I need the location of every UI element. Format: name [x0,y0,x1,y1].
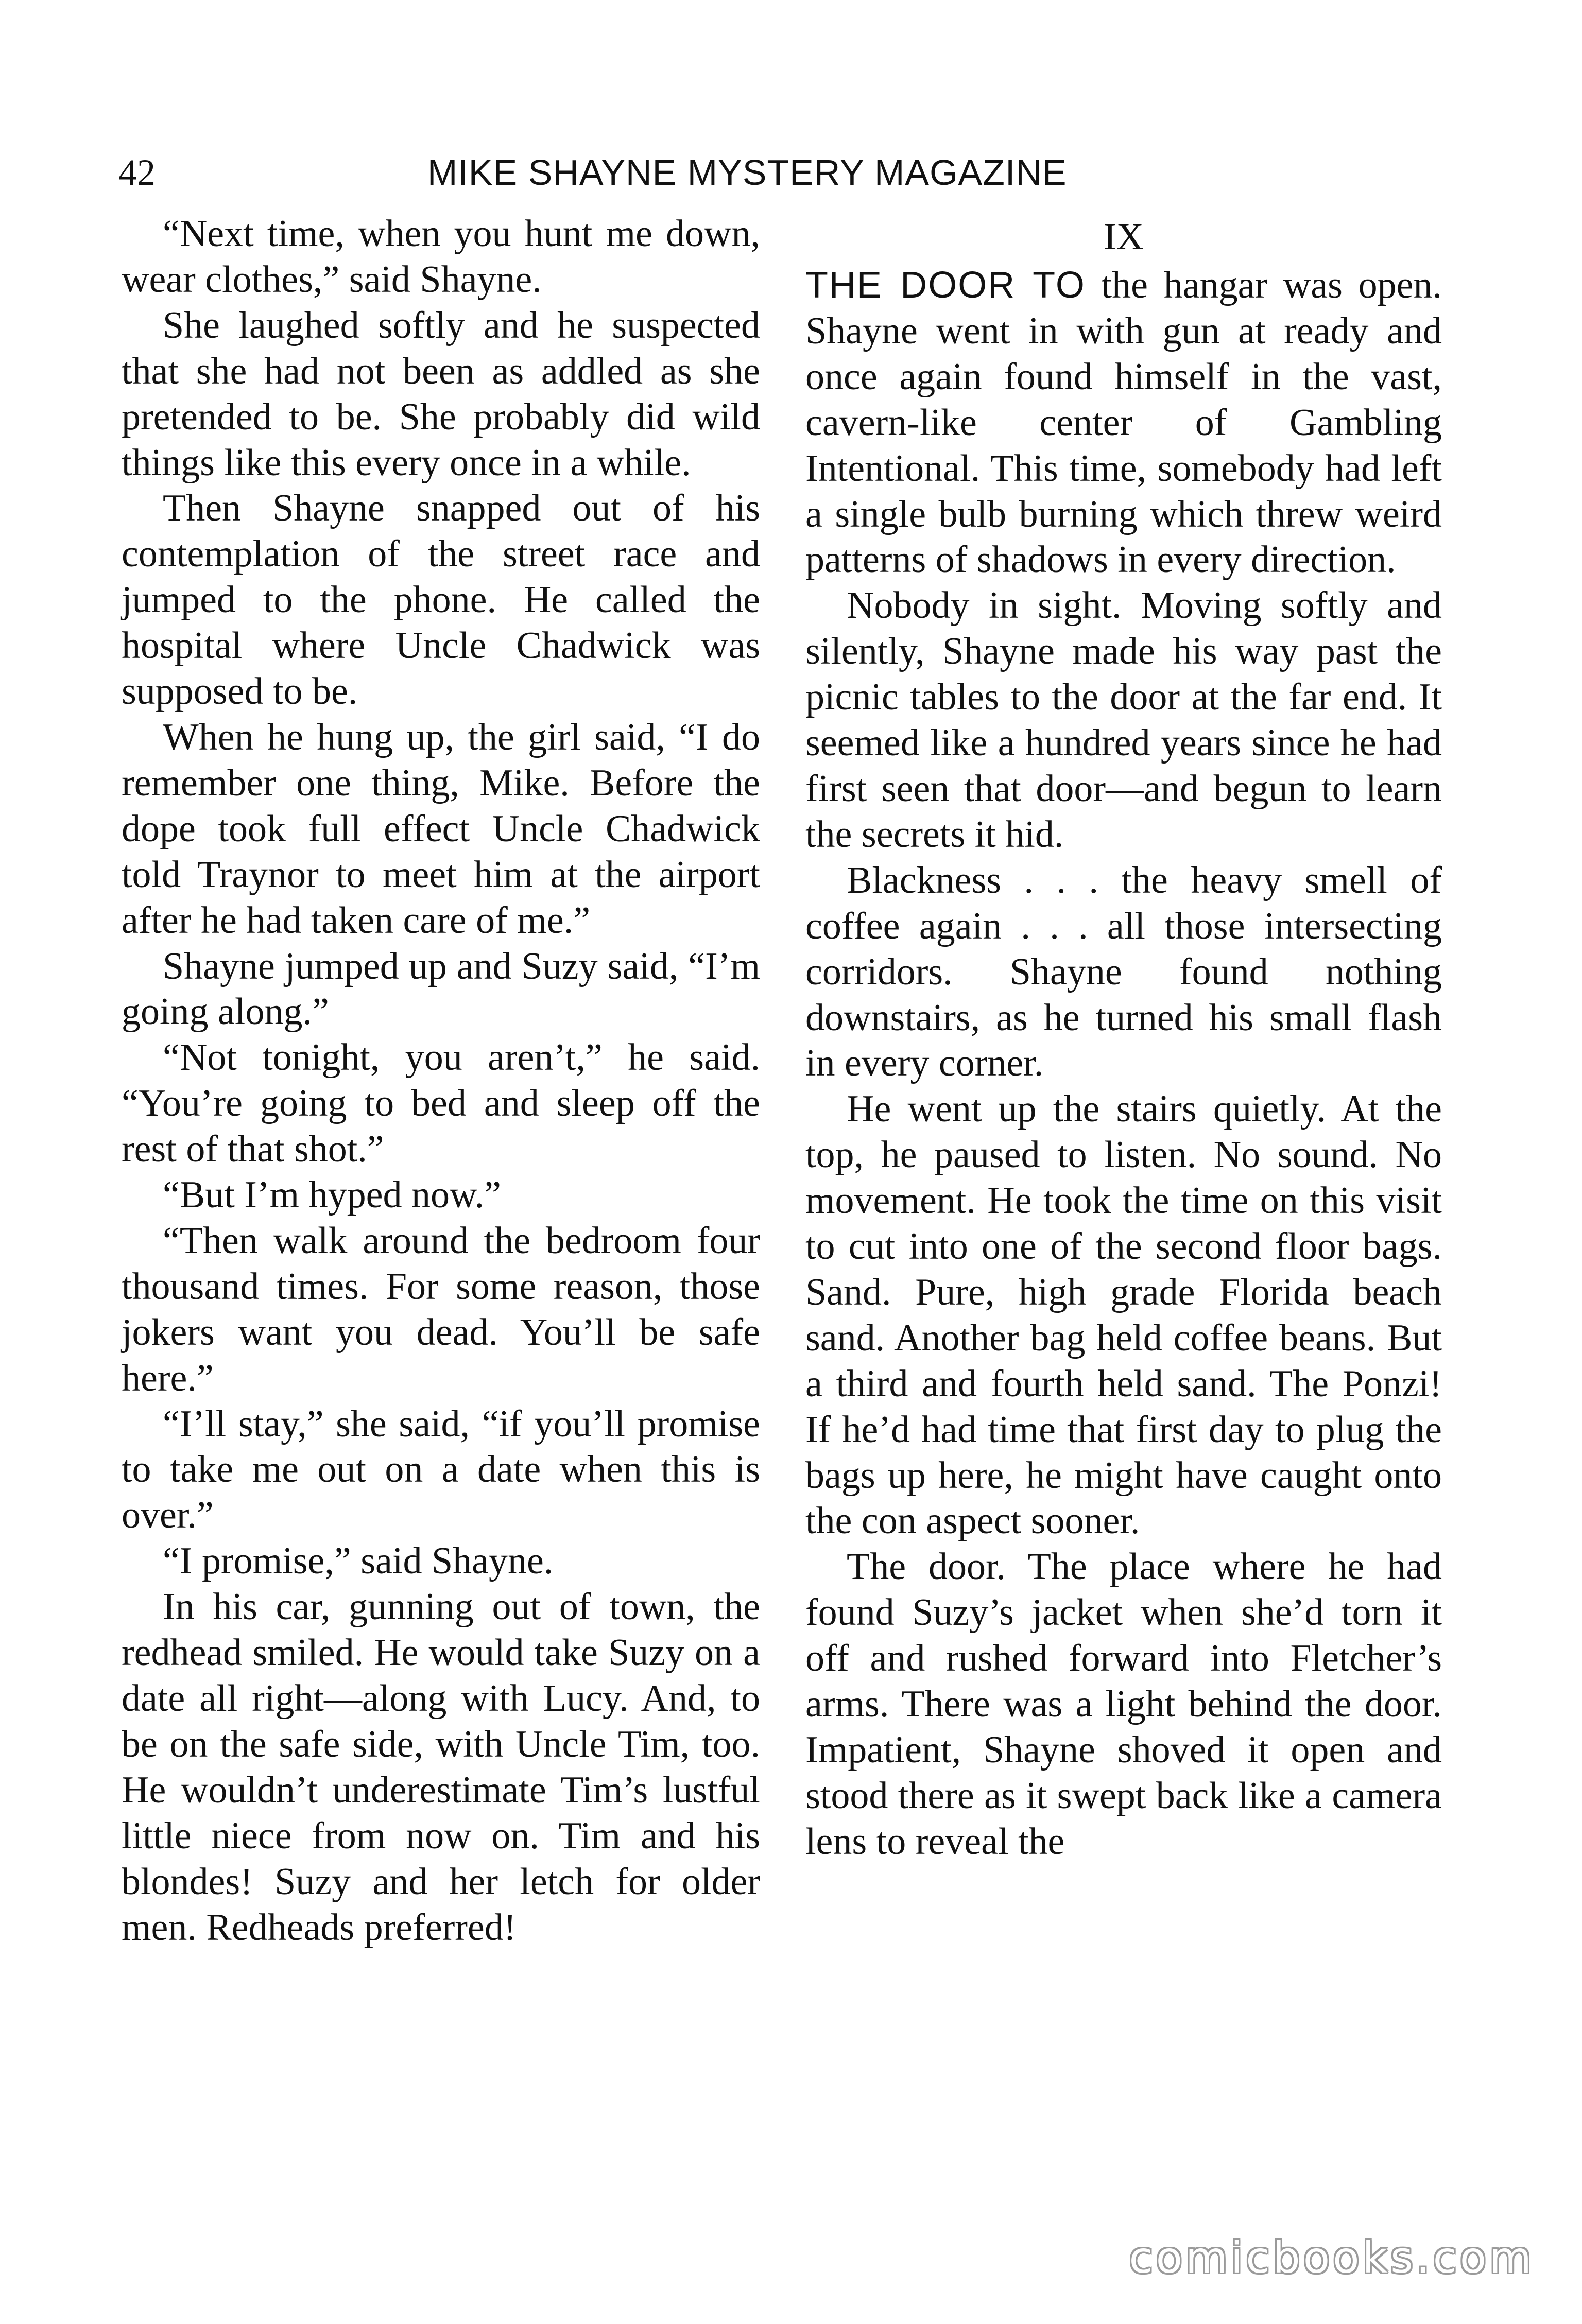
paragraph: When he hung up, the girl said, “I do remember one thing, Mike. Before the dope took full effect Uncle Chadwick told Traynor to meet him at the airport after he had taken care of me.” [122,716,760,942]
left-column [122,211,760,1950]
paragraph: “Not tonight, you aren’t,” he said. “You’re going to bed and sleep off the rest of that shot.” [122,1036,760,1171]
paragraph: Nobody in sight. Moving softly and silently, Shayne made his way past the picnic tables to the door at the far end. It seemed like a hundred years since he had first seen that door—and begun to learn the secrets it hid. [805,584,1442,856]
paragraph: She laughed softly and he suspected that she had not been as addled as she pretended to be. She probably did wild things like this every once in a while. [122,304,760,484]
paragraph: The door. The place where he had found Suzy’s jacket when she’d torn it off and rushed forward into Fletcher’s arms. There was a light behind the door. Impatient, Shayne shoved it open and stood there as it swept back like a camera lens to reveal the [805,1546,1442,1863]
paragraph: “Next time, when you hunt me down, wear clothes,” said Shayne. [122,213,760,301]
running-head: MIKE SHAYNE MYSTERY MAGAZINE [427,152,1067,193]
right-column [805,211,1442,1865]
paragraph: “But I’m hyped now.” [163,1174,501,1217]
paragraph: Blackness . . . the heavy smell of coffee again . . . all those intersecting corridors. Shayne found nothing downstairs, as he turned his small flash in every corner. [805,859,1442,1085]
watermark: comicbooks.com [1129,2232,1535,2283]
chapter-numeral: IX [1103,216,1144,258]
paragraph: “I’ll stay,” she said, “if you’ll promise to take me out on a date when this is over.” [122,1402,760,1537]
paragraph: Shayne jumped up and Suzy said, “I’m going along.” [122,945,760,1033]
paragraph: He went up the stairs quietly. At the top, he paused to listen. No sound. No movement. He took the time on this visit to cut into one of the second floor bags. Sand. Pure, high grade Florida beach sand. Another bag held coffee beans. But a third and fourth held sand. The Ponzi! If he’d had time that first day to plug the bags up here, he might have caught onto the con aspect sooner. [805,1088,1442,1542]
paragraph: “Then walk around the bedroom four thousand times. For some reason, those jokers want you dead. You’ll be safe here.” [122,1219,760,1399]
page-number: 42 [118,152,156,193]
paragraph: Then Shayne snapped out of his contemplation of the street race and jumped to the phone. He called the hospital where Uncle Chadwick was supposed to be. [122,487,760,713]
lead-in-caps: THE DOOR TO [805,265,1086,306]
opening-paragraph-text: the hangar was open. Shayne went in with gun at ready and once again found himself in the vast, cavern-like center of Gambling Intentional. This time, somebody had left a single bulb burning which threw weird patterns of shadows in every direction. [805,264,1442,581]
page-header [118,144,1437,201]
paragraph: In his car, gunning out of town, the redhead smiled. He would take Suzy on a date all right—along with Lucy. And, to be on the safe side, with Uncle Tim, too. He wouldn’t underestimate Tim’s lustful little niece from now on. Tim and his blondes! Suzy and her letch for older men. Redheads preferred! [122,1586,760,1949]
chapter-opening-paragraph [805,263,1442,583]
paragraph: “I promise,” said Shayne. [163,1540,554,1583]
